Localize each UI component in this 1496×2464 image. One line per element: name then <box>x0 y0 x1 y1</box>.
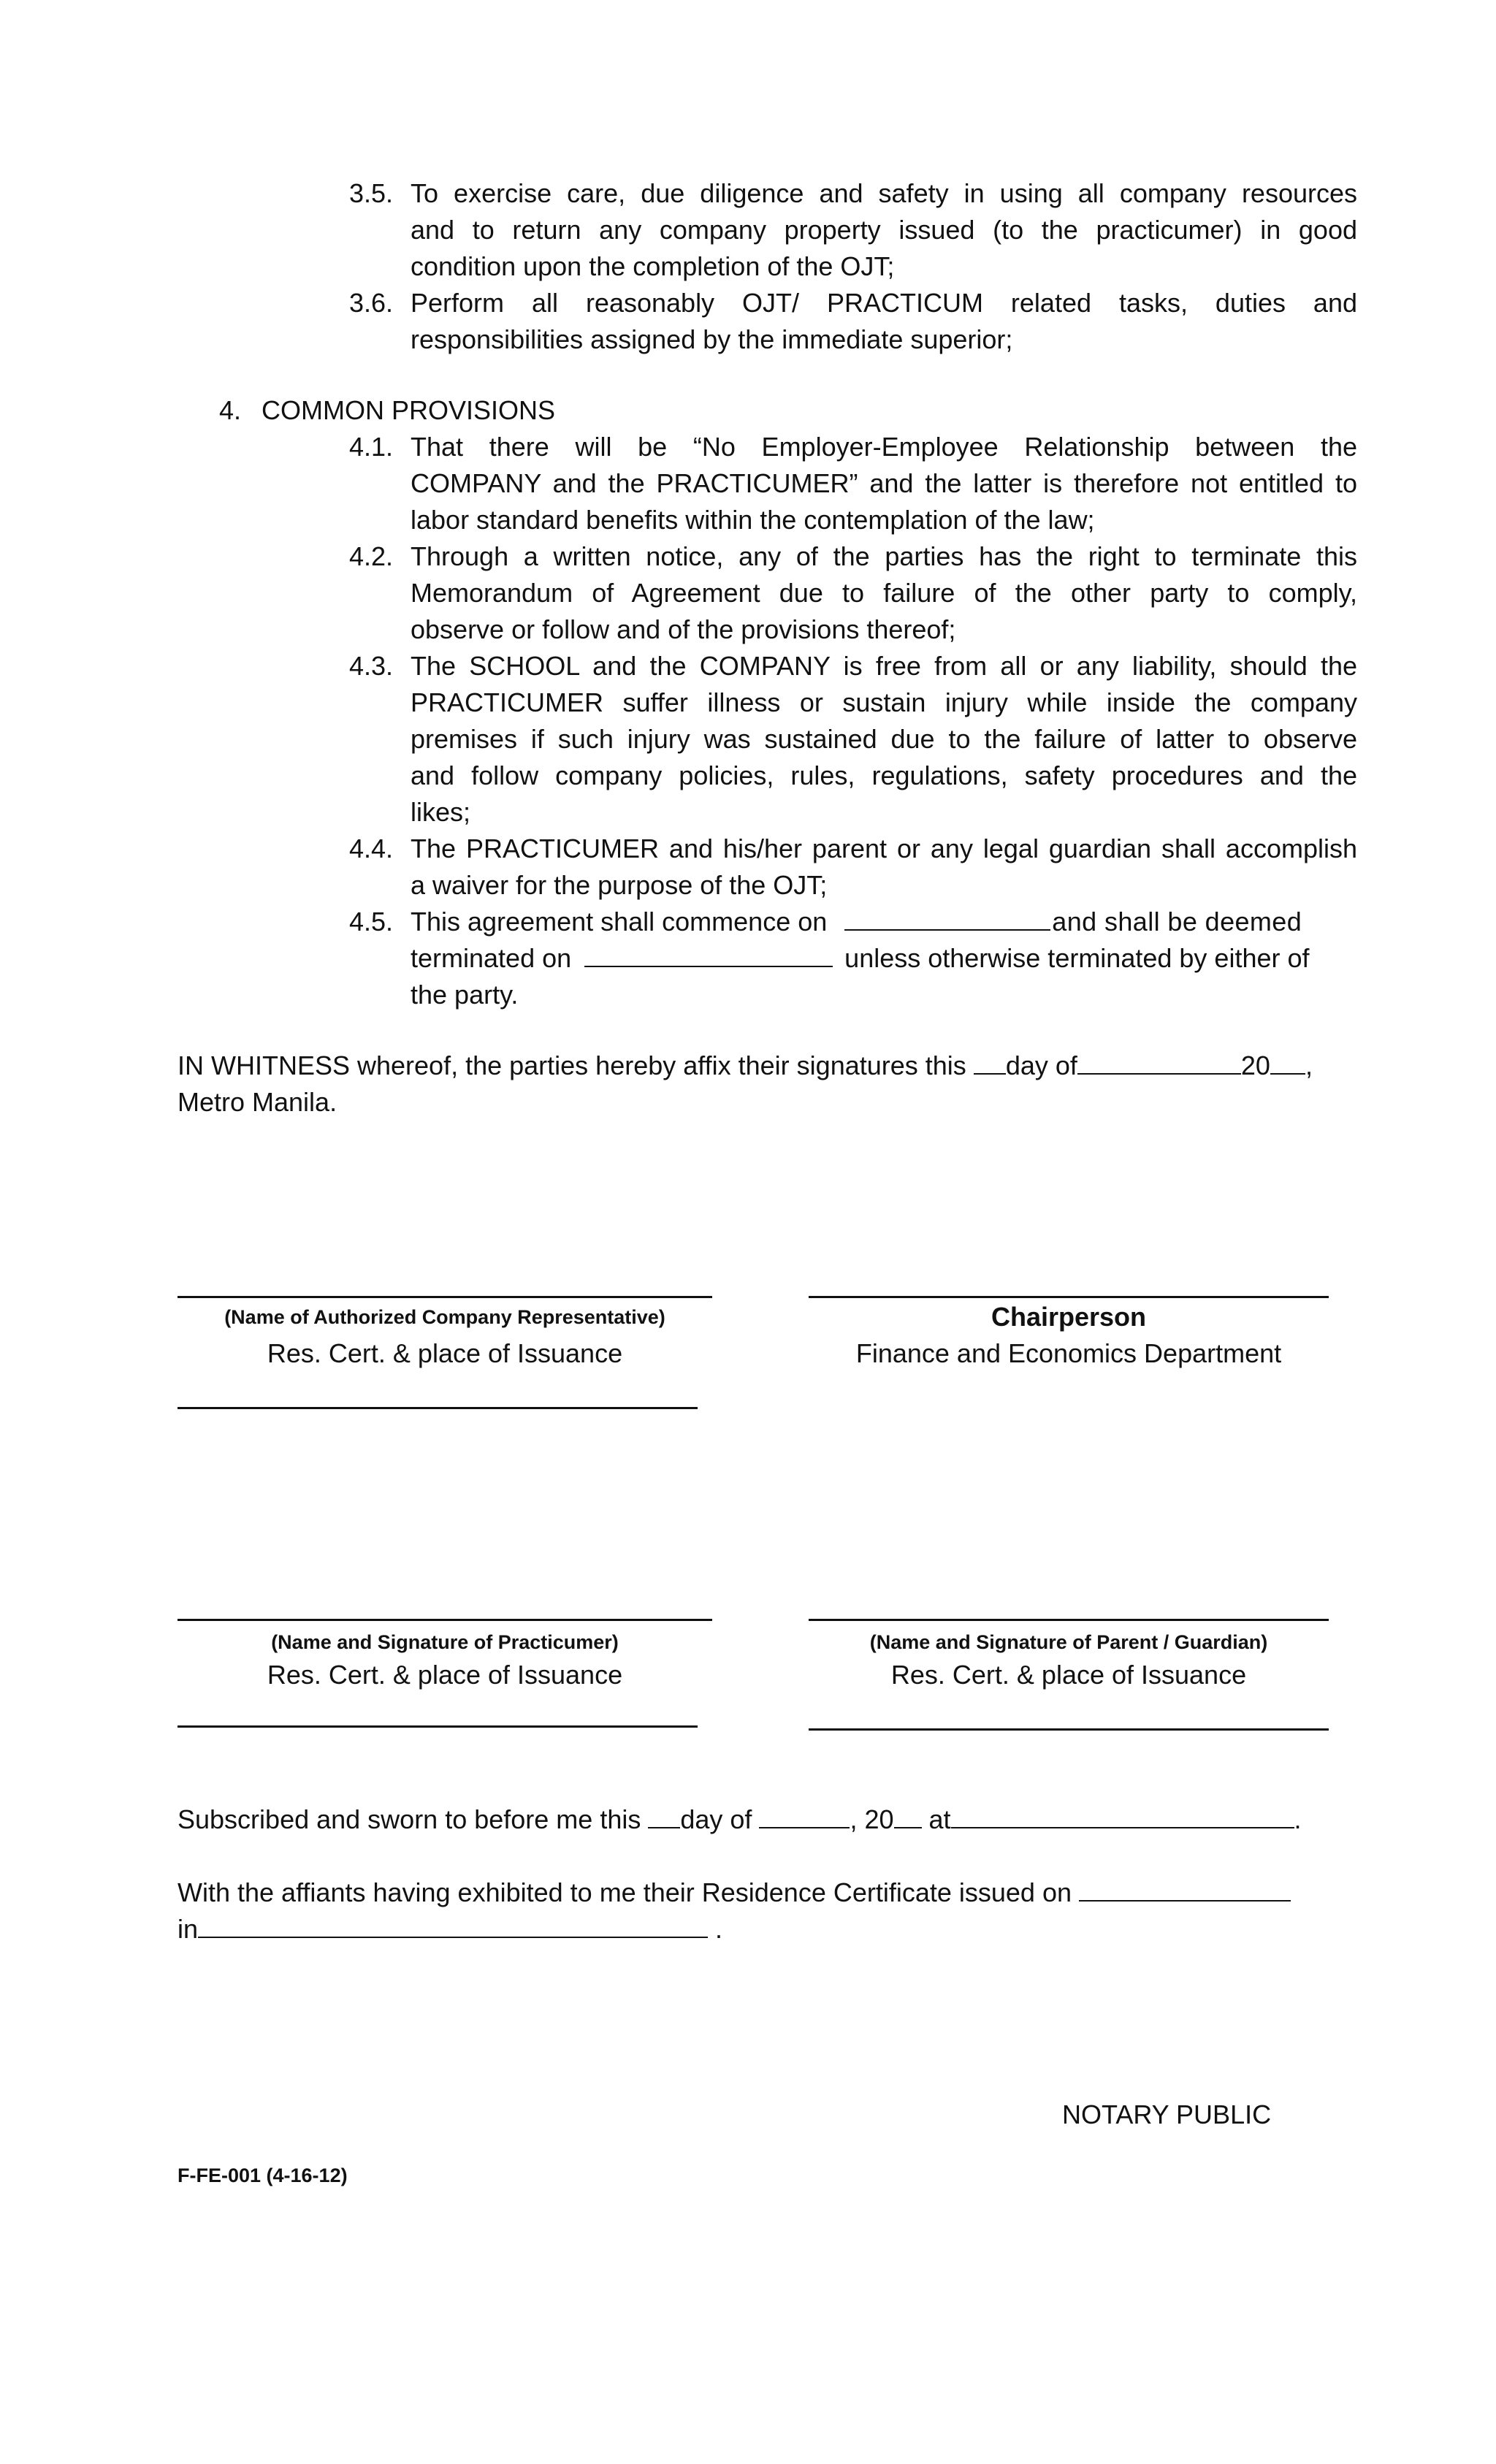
practicumer-res-cert-line[interactable] <box>178 1725 698 1728</box>
witness-year-blank[interactable] <box>1270 1048 1305 1075</box>
notary-public-label: NOTARY PUBLIC <box>1062 2099 1272 2129</box>
clause-line: a waiver for the purpose of the OJT; <box>411 870 828 900</box>
witness-text: 20 <box>1240 1050 1270 1080</box>
clause-text: and shall be deemed <box>1052 907 1302 937</box>
parent-signature-line[interactable] <box>809 1619 1329 1621</box>
clause-line: and follow company policies, rules, regulations, safety procedures and the <box>411 760 1357 790</box>
practicumer-caption: (Name and Signature of Practicumer) <box>271 1631 619 1653</box>
subscribed-line <box>178 1801 1302 1838</box>
chairperson-department: Finance and Economics Department <box>855 1338 1282 1368</box>
parent-res-cert-line[interactable] <box>809 1728 1329 1731</box>
section-title: COMMON PROVISIONS <box>262 395 556 425</box>
clause-line: Through a written notice, any of the parties has the right to terminate this <box>411 541 1357 571</box>
witness-text: , <box>1305 1050 1313 1080</box>
subscribed-day-blank[interactable] <box>648 1802 680 1828</box>
clause-line: Perform all reasonably OJT/ PRACTICUM related tasks, duties and <box>411 288 1357 318</box>
clause-number: 3.6. <box>349 288 394 318</box>
affiants-text: in <box>178 1914 199 1944</box>
clause-line: responsibilities assigned by the immediate superior; <box>411 324 1013 354</box>
witness-text: day of <box>1005 1050 1077 1080</box>
clause-text: This agreement shall commence on <box>411 907 828 937</box>
clause-line: observe or follow and of the provisions thereof; <box>411 614 956 644</box>
clause-line: COMPANY and the PRACTICUMER” and the latter is therefore not entitled to <box>411 468 1357 498</box>
clause-number: 4.4. <box>349 834 394 863</box>
affiants-text: With the affiants having exhibited to me their Residence Certificate issued on <box>178 1877 1072 1907</box>
affiants-line-2 <box>178 1911 722 1948</box>
clause-line: labor standard benefits within the contemplation of the law; <box>411 505 1095 535</box>
termination-date-blank[interactable] <box>584 941 833 967</box>
affiants-place-blank[interactable] <box>198 1912 708 1938</box>
practicumer-res-cert: Res. Cert. & place of Issuance <box>267 1660 623 1690</box>
clause-line: condition upon the completion of the OJT; <box>411 251 895 281</box>
clause-number: 4.3. <box>349 651 394 681</box>
subscribed-text: . <box>1294 1804 1302 1834</box>
chairperson-title: Chairperson <box>991 1302 1147 1332</box>
subscribed-text: Subscribed and sworn to before me this <box>178 1804 641 1834</box>
chairperson-signature-line[interactable] <box>809 1296 1329 1298</box>
clause-number: 4.5. <box>349 907 394 937</box>
clause-line: To exercise care, due diligence and safety in using all company resources <box>411 178 1357 208</box>
subscribed-place-blank[interactable] <box>951 1802 1294 1828</box>
parent-res-cert: Res. Cert. & place of Issuance <box>890 1660 1247 1690</box>
section-number: 4. <box>219 395 242 425</box>
clause-number: 3.5. <box>349 178 394 208</box>
company-caption: (Name of Authorized Company Representative) <box>224 1306 665 1328</box>
clause-text: terminated on <box>411 943 572 973</box>
clause-line: The SCHOOL and the COMPANY is free from all or any liability, should the <box>411 651 1357 681</box>
company-signature-line[interactable] <box>178 1296 712 1298</box>
clause-line: That there will be “No Employer-Employee Relationship between the <box>411 432 1357 462</box>
witness-location: Metro Manila. <box>178 1087 337 1117</box>
parent-caption: (Name and Signature of Parent / Guardian) <box>869 1631 1268 1653</box>
affiants-text: . <box>715 1914 723 1944</box>
form-code: F-FE-001 (4-16-12) <box>178 2164 348 2186</box>
clause-text: unless otherwise terminated by either of <box>844 943 1310 973</box>
subscribed-year-blank[interactable] <box>894 1802 922 1828</box>
witness-line <box>178 1048 1313 1084</box>
clause-line: PRACTICUMER suffer illness or sustain injury while inside the company <box>411 687 1357 717</box>
clause-line: Memorandum of Agreement due to failure of the other party to comply, <box>411 578 1357 608</box>
practicumer-signature-line[interactable] <box>178 1619 712 1621</box>
commence-date-blank[interactable] <box>844 904 1050 931</box>
clause-line: the party. <box>411 980 519 1010</box>
subscribed-month-blank[interactable] <box>759 1802 850 1828</box>
witness-text: IN WHITNESS whereof, the parties hereby affix their signatures this <box>178 1050 966 1080</box>
company-res-cert: Res. Cert. & place of Issuance <box>267 1338 623 1368</box>
affiants-date-blank[interactable] <box>1079 1875 1291 1902</box>
clause-line <box>411 940 1357 977</box>
subscribed-text: , 20 <box>850 1804 894 1834</box>
clause-line: likes; <box>411 797 471 827</box>
subscribed-text: at <box>928 1804 951 1834</box>
subscribed-text: day of <box>680 1804 752 1834</box>
clause-line: The PRACTICUMER and his/her parent or any legal guardian shall accomplish <box>411 834 1357 863</box>
witness-day-blank[interactable] <box>974 1048 1006 1075</box>
witness-month-blank[interactable] <box>1077 1048 1241 1075</box>
clause-number: 4.1. <box>349 432 394 462</box>
clause-line: premises if such injury was sustained due to the failure of latter to observe <box>411 724 1357 754</box>
clause-number: 4.2. <box>349 541 394 571</box>
clause-line <box>411 904 1357 940</box>
company-res-cert-line[interactable] <box>178 1407 698 1409</box>
affiants-line <box>178 1874 1291 1911</box>
clause-line: and to return any company property issued (to the practicumer) in good <box>411 215 1357 245</box>
